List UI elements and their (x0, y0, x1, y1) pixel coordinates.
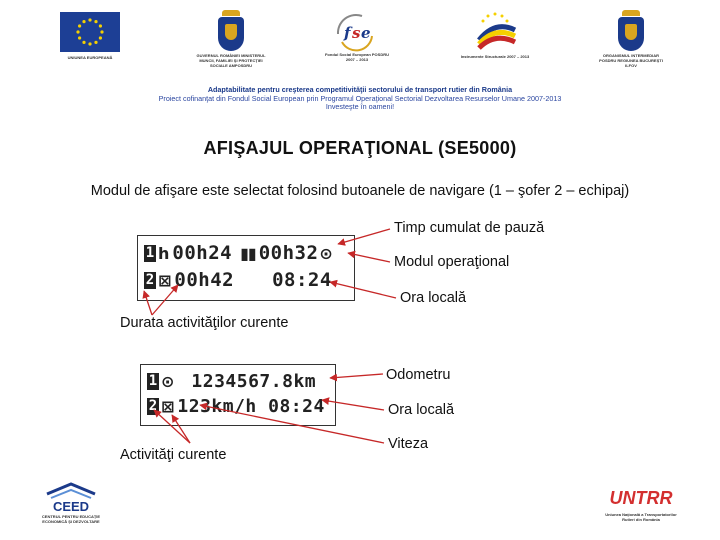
arrow-duration-b (144, 291, 152, 315)
oirposdru-logo: ORGANISMUL INTERMEDIAR POSDRU REGIUNEA BUCUREŞTI ILFOV (596, 10, 666, 68)
battery-icon: ▮▮ (240, 243, 256, 263)
svg-text:UNTRR: UNTRR (609, 488, 673, 508)
untrr-logo: UNTRR Uniunea Naţională a Transportatorilor Rutieri din România (605, 482, 677, 522)
crew-activity-icon: ⊠ (161, 396, 175, 416)
odometer-value: 1234567.8km (191, 370, 317, 392)
break-icon: ⊙ (161, 371, 175, 391)
speed-and-time: 123km/h 08:24 (177, 395, 325, 417)
project-title: Adaptabilitate pentru creşterea competitivităţii sectorului de transport rutier din România (207, 85, 513, 94)
arrow-local-time-1 (330, 282, 396, 298)
break-time: 00h32 (258, 242, 319, 264)
activity-duration: 00h42 (174, 269, 235, 291)
arrow-speed (200, 405, 384, 443)
rest-activity-icon: h (158, 243, 170, 263)
arrow-duration-a (152, 285, 178, 315)
label-activity-duration: Durata activităţilor curente (120, 315, 289, 331)
label-break-time: Timp cumulat de pauză (394, 220, 545, 236)
project-slogan: Investeşte în oameni! (325, 102, 395, 111)
fse-logo: f s e Fondul Social European POSDRU 2007 – 2013 (322, 12, 392, 62)
label-local-time-1: Ora locală (400, 290, 467, 306)
label-operational-mode: Modul operaţional (394, 254, 510, 270)
driver-number-2: 2 (148, 397, 158, 414)
untrr-icon (609, 482, 673, 512)
driver-number-1: 1 (148, 372, 158, 389)
arrow-odometer (330, 374, 383, 378)
page-title: AFIŞAJUL OPERAŢIONAL (SE5000) (203, 138, 517, 158)
svg-text:CEED: CEED (52, 499, 90, 514)
svg-text:s: s (352, 24, 361, 42)
label-local-time-2: Ora locală (388, 402, 455, 418)
label-speed: Viteza (388, 436, 429, 452)
svg-text:f: f (344, 24, 351, 42)
intro-text: Modul de afişare este selectat folosind butoanele de navigare (1 – şofer 2 – echipaj) (90, 183, 630, 199)
arrow-break-time (338, 229, 390, 244)
ceed-logo: CEED CENTRUL PENTRU EDUCAŢIE ECONOMICĂ ŞI DEZVOLTARE (38, 482, 104, 524)
crew-activity-icon: ⊠ (158, 270, 172, 290)
rest-time: 00h24 (172, 242, 233, 264)
driver-number-2: 2 (145, 271, 155, 288)
eu-logo: UNIUNEA EUROPEANĂ (55, 12, 125, 60)
driver-number-1: 1 (145, 244, 155, 261)
local-time: 08:24 (272, 269, 332, 291)
ministry-logo: GUVERNUL ROMÂNIEI MINISTERUL MUNCII, FAMILIEI ŞI PROTECŢIEI SOCIALE AMPOSDRU (196, 10, 266, 68)
structural-instruments-logo: Instrumente Structurale 2007 – 2013 (460, 10, 530, 59)
label-odometer: Odometru (386, 367, 451, 383)
arrow-operational-mode (348, 253, 390, 262)
arrow-activities-b (154, 410, 190, 443)
ceed-icon (43, 482, 99, 514)
arrow-local-time-2 (322, 400, 384, 410)
label-current-activities: Activităţi curente (120, 447, 227, 463)
break-icon: ⊙ (319, 243, 333, 263)
project-funding: Proiect cofinanţat din Fondul Social European prin Programul Operaţional Sectorial Dezvoltarea Resurselor Umane 2007-2013 (158, 94, 562, 103)
svg-text:e: e (361, 24, 371, 42)
